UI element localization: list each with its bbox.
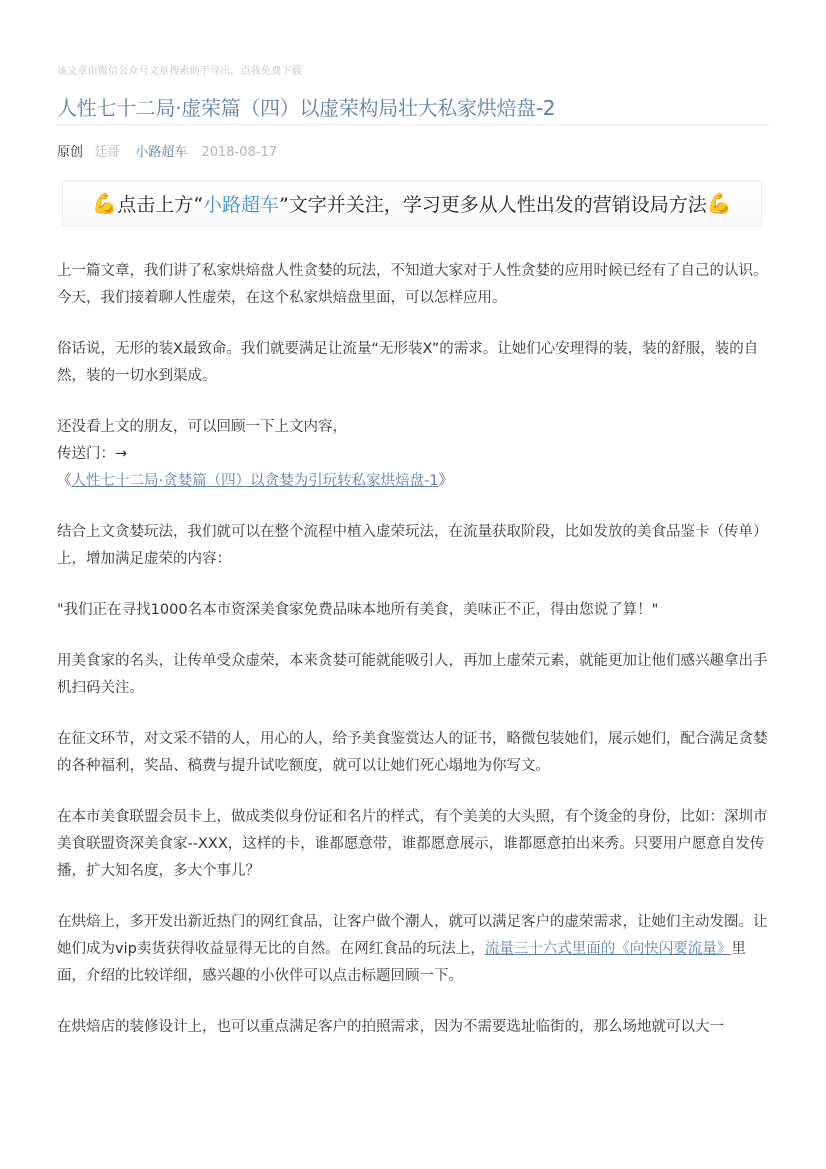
original-badge: 原创	[57, 145, 84, 160]
paragraph: 在烘焙店的装修设计上，也可以重点满足客户的拍照需求，因为不需要选址临街的，那么场地就可以大一	[57, 1019, 724, 1035]
bracket-open: 《	[57, 473, 72, 489]
paragraph: 传送门：→	[57, 446, 128, 462]
previous-article-reference	[57, 468, 769, 495]
banner-account-highlight: 小路超车	[202, 193, 279, 216]
paragraph-text: 里面，介绍的比较详细，感兴趣的小伙伴可以点击标题回顾一下。	[57, 941, 746, 984]
flash-traffic-article-link[interactable]: 流量三十六式里面的《向快闪要流量》	[484, 941, 732, 957]
publish-date: 2018-08-17	[201, 145, 278, 160]
article-meta	[57, 141, 284, 160]
paragraph: 在本市美食联盟会员卡上，做成类似身份证和名片的样式，有个美美的大头照，有个烫金的身份，比如：深圳市美食联盟资深美食家--XXX，这样的卡，谁都愿意带，谁都愿意展示，谁都愿意拍出来秀。只要用户愿意自发传播，扩大知名度，多大个事儿？	[57, 809, 768, 879]
article-title: 人性七十二局·虚荣篇（四）以虚荣构局壮大私家烘焙盘-2	[57, 96, 556, 120]
paragraph: 俗话说，无形的装X最致命。我们就要满足让流量“无形装X”的需求。让她们心安理得的装，装的舒服，装的自然，装的一切水到渠成。	[57, 341, 759, 384]
quote-paragraph: "我们正在寻找1000名本市资深美食家免费品味本地所有美食，美味正不正，得由您说了算！"	[57, 602, 659, 618]
author-name: 廷哥	[94, 145, 121, 160]
banner-suffix: ”文字并关注，学习更多从人性出发的营销设局方法	[279, 193, 707, 216]
paragraph	[57, 909, 769, 990]
flexed-biceps-icon: 💪	[92, 191, 118, 215]
article-body	[57, 258, 769, 1065]
bracket-close: 》	[438, 473, 454, 489]
export-notice[interactable]: 该文章由微信公众号文章搜索助手导出，点我免费下载	[57, 66, 302, 77]
paragraph-text: 在烘焙上，多开发出新近热门的网红食品，让客户做个潮人，就可以满足客户的虚荣需求，让她们主动发圈。让她们成为vip卖货获得收益显得无比的自然。在网红食品的玩法上，	[57, 914, 768, 957]
paragraph: 结合上文贪婪玩法，我们就可以在整个流程中植入虚荣玩法，在流量获取阶段，比如发放的美食品鉴卡（传单）上，增加满足虚荣的内容：	[57, 524, 768, 567]
banner-prefix: 点击上方“	[117, 193, 203, 216]
title-divider	[57, 124, 769, 125]
flexed-biceps-icon: 💪	[706, 191, 732, 215]
paragraph: 上一篇文章，我们讲了私家烘焙盘人性贪婪的玩法，不知道大家对于人性贪婪的应用时候已经有了自己的认识。今天，我们接着聊人性虚荣，在这个私家烘焙盘里面，可以怎样应用。	[57, 263, 768, 306]
paragraph: 在征文环节，对文采不错的人，用心的人，给予美食鉴赏达人的证书，略微包装她们，展示她们，配合满足贪婪的各种福利，奖品、稿费与提升试吃额度，就可以让她们死心塌地为你写文。	[57, 731, 768, 774]
paragraph: 用美食家的名头，让传单受众虚荣，本来贪婪可能就能吸引人，再加上虚荣元素，就能更加让他们感兴趣拿出手机扫码关注。	[57, 653, 768, 696]
previous-article-link[interactable]: 人性七十二局·贪婪篇（四）以贪婪为引玩转私家烘焙盘-1	[71, 473, 439, 489]
paragraph: 还没看上文的朋友，可以回顾一下上文内容，	[57, 419, 347, 435]
follow-banner	[62, 180, 762, 226]
account-name-link[interactable]: 小路超车	[135, 145, 188, 160]
